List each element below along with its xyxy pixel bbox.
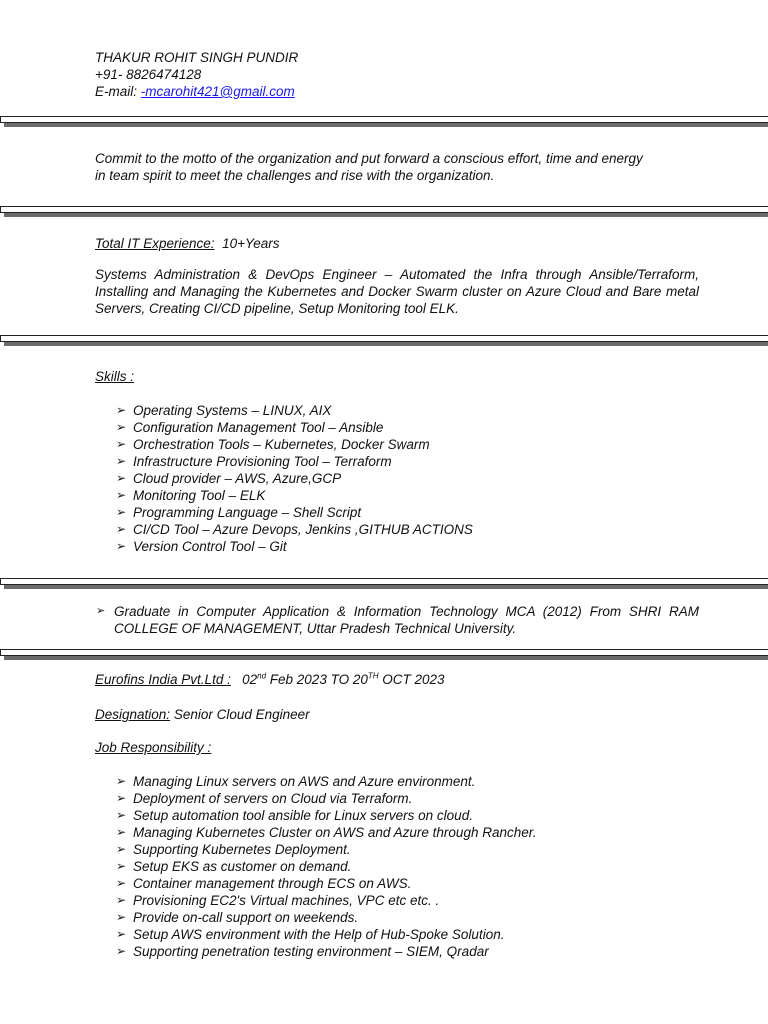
arrow-bullet-icon: ➢ (96, 605, 106, 617)
phone-number: +91- 8826474128 (95, 67, 202, 82)
arrow-bullet-icon: ➢ (116, 505, 127, 519)
arrow-bullet-icon: ➢ (116, 859, 127, 873)
section-divider (0, 649, 768, 661)
email-label: E-mail: (95, 84, 141, 99)
section-divider (0, 116, 768, 128)
skill-item: ➢ Configuration Management Tool – Ansible (116, 420, 384, 435)
skills-heading (95, 368, 134, 385)
job-header (95, 671, 445, 688)
designation-label: Designation: (95, 707, 171, 722)
responsibility-item: ➢ Provisioning EC2's Virtual machines, VPC etc etc. . (116, 893, 440, 908)
responsibility-item: ➢ Supporting Kubernetes Deployment. (116, 842, 351, 857)
skill-item: ➢ Cloud provider – AWS, Azure,GCP (116, 471, 342, 486)
arrow-bullet-icon: ➢ (116, 403, 127, 417)
arrow-bullet-icon: ➢ (116, 808, 127, 822)
contact-block (95, 49, 298, 100)
email-line (95, 83, 298, 100)
responsibility-item: ➢ Deployment of servers on Cloud via Terraform. (116, 791, 413, 806)
responsibility-item: ➢ Setup automation tool ansible for Linux servers on cloud. (116, 808, 473, 823)
arrow-bullet-icon: ➢ (116, 539, 127, 553)
experience-label: Total IT Experience: (95, 236, 215, 251)
education-line: Graduate in Computer Application & Information Technology MCA (2012) From SHRI RAM (114, 604, 699, 619)
total-experience (95, 235, 280, 252)
arrow-bullet-icon: ➢ (116, 791, 127, 805)
skills-title: Skills : (95, 369, 135, 384)
objective-line: in team spirit to meet the challenges and rise with the organization. (95, 168, 495, 183)
experience-summary (95, 266, 699, 317)
skill-item: ➢ Monitoring Tool – ELK (116, 488, 266, 503)
skill-item: ➢ Version Control Tool – Git (116, 539, 287, 554)
responsibility-item: ➢ Managing Linux servers on AWS and Azure environment. (116, 774, 476, 789)
education-line: COLLEGE OF MANAGEMENT, Uttar Pradesh Technical University. (114, 621, 517, 636)
company-name: Eurofins India Pvt.Ltd : (95, 672, 231, 687)
summary-line: Installing and Managing the Kubernetes and Docker Swarm cluster on Azure Cloud and Bare metal (95, 284, 699, 299)
candidate-name: THAKUR ROHIT SINGH PUNDIR (95, 50, 299, 65)
summary-line: Servers, Creating CI/CD pipeline, Setup Monitoring tool ELK. (95, 301, 459, 316)
arrow-bullet-icon: ➢ (116, 910, 127, 924)
responsibility-title: Job Responsibility : (95, 740, 212, 755)
arrow-bullet-icon: ➢ (116, 488, 127, 502)
responsibility-item: ➢ Setup AWS environment with the Help of Hub-Spoke Solution. (116, 927, 505, 942)
arrow-bullet-icon: ➢ (116, 842, 127, 856)
objective-line: Commit to the motto of the organization and put forward a conscious effort, time and energy (95, 151, 643, 166)
job-dates: 02nd Feb 2023 TO 20TH OCT 2023 (242, 671, 445, 687)
skill-item: ➢ Orchestration Tools – Kubernetes, Docker Swarm (116, 437, 430, 452)
skill-item: ➢ Operating Systems – LINUX, AIX (116, 403, 332, 418)
arrow-bullet-icon: ➢ (116, 944, 127, 958)
responsibility-list (116, 773, 536, 960)
experience-block (95, 235, 280, 252)
skill-item: ➢ Programming Language – Shell Script (116, 505, 362, 520)
arrow-bullet-icon: ➢ (116, 420, 127, 434)
arrow-bullet-icon: ➢ (116, 437, 127, 451)
experience-value: 10+Years (222, 236, 280, 251)
arrow-bullet-icon: ➢ (116, 454, 127, 468)
responsibility-item: ➢ Managing Kubernetes Cluster on AWS and Azure through Rancher. (116, 825, 537, 840)
responsibility-item: ➢ Container management through ECS on AWS. (116, 876, 412, 891)
designation-block (95, 706, 310, 723)
skill-item: ➢ CI/CD Tool – Azure Devops, Jenkins ,GITHUB ACTIONS (116, 522, 473, 537)
responsibility-heading (95, 739, 211, 756)
arrow-bullet-icon: ➢ (116, 876, 127, 890)
section-divider (0, 335, 768, 347)
summary-line: Systems Administration & DevOps Engineer – Automated the Infra through Ansible/Terraform, (95, 267, 699, 282)
section-divider (0, 206, 768, 218)
skills-list (116, 402, 473, 555)
responsibility-item: ➢ Setup EKS as customer on demand. (116, 859, 352, 874)
responsibility-item: ➢ Supporting penetration testing environment – SIEM, Qradar (116, 944, 489, 959)
responsibility-item: ➢ Provide on-call support on weekends. (116, 910, 359, 925)
section-divider (0, 578, 768, 590)
arrow-bullet-icon: ➢ (116, 522, 127, 536)
job-company-line (95, 671, 445, 688)
email-link[interactable]: -mcarohit421@gmail.com (140, 84, 295, 99)
arrow-bullet-icon: ➢ (116, 927, 127, 941)
designation-line (95, 706, 310, 723)
designation-value: Senior Cloud Engineer (170, 707, 310, 722)
objective-block (95, 150, 643, 184)
arrow-bullet-icon: ➢ (116, 774, 127, 788)
arrow-bullet-icon: ➢ (116, 825, 127, 839)
skill-item: ➢ Infrastructure Provisioning Tool – Terraform (116, 454, 392, 469)
arrow-bullet-icon: ➢ (116, 471, 127, 485)
arrow-bullet-icon: ➢ (116, 893, 127, 907)
